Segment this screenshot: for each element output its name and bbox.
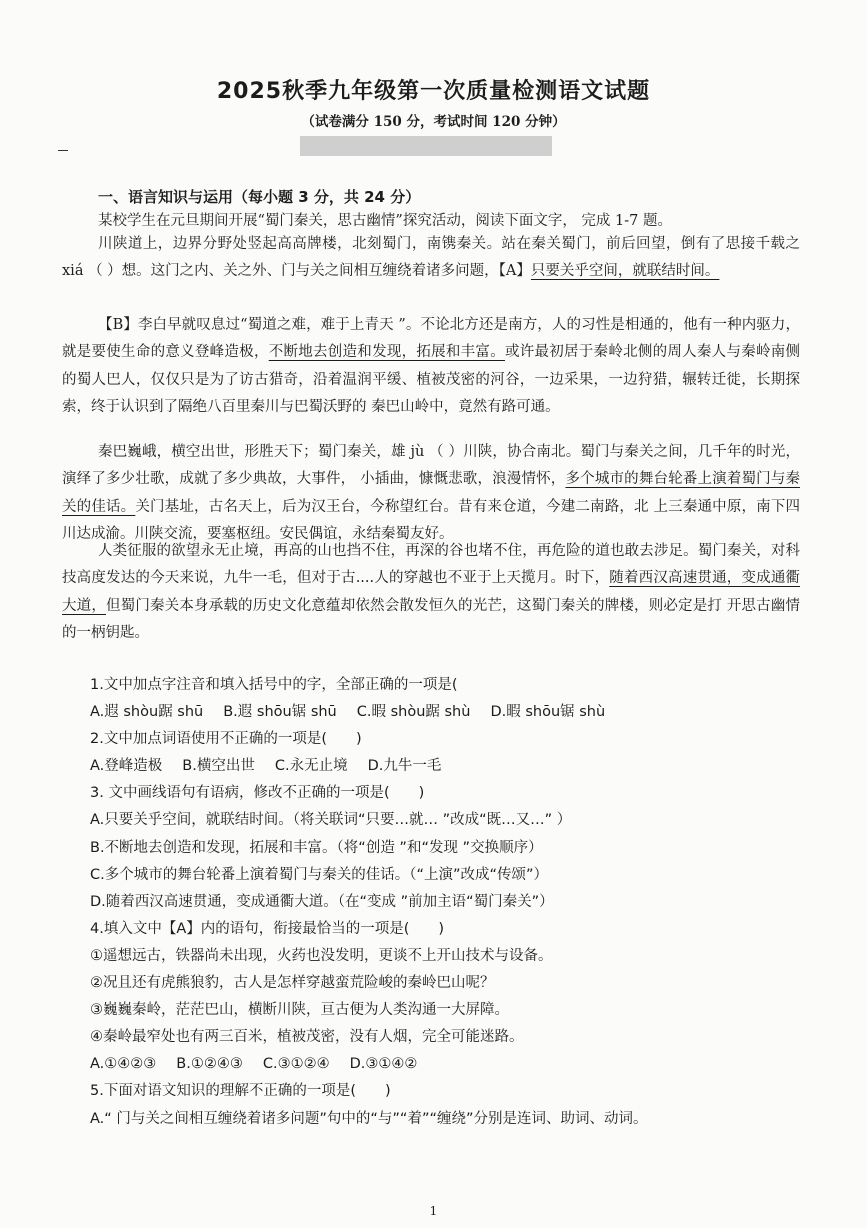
passage-text: 人类征服的欲望永无止境，再高的山也挡不住，再深的谷也堵不住，再危险的道也敢去涉足。蜀门秦关，对科技高度发达的今天来说，九牛一毛，但对于古....人的穿越也不亚于上天揽月。时下， [62, 543, 800, 587]
option: C.暇 shòu踞 shù [356, 704, 471, 721]
option: A.遐 shòu踞 shū [90, 704, 204, 721]
question-4-sentence-2: ②况且还有虎熊狼豹，古人是怎样穿越蛮荒险峻的秦岭巴山呢？ [90, 975, 495, 992]
question-3-option-b: B.不断地去创造和发现，拓展和丰富。（将“创造 ”和“发现 ”交换顺序） [90, 839, 543, 856]
option: C.③①②④ [262, 1056, 330, 1073]
exam-subtitle: （试卷满分 150 分，考试时间 120 分钟） [301, 114, 566, 130]
passage-text: 关门基址，古名天上，后为汉王台，今称望红台。昔有来仓道，今建二南路，北 上三秦通中原，南下四川达成渝。川陕交流，要塞枢纽。安民偶谊，永结秦蜀友好。 [62, 498, 801, 542]
passage-text: 或许最初居于秦岭北侧的周人秦人与秦岭南侧的蜀人巴人，仅仅只是为了访古猎奇，沿着温润平缓、植被茂密的河谷，一边采果，一边狩猎，辗转迁徙，长期探索，终于认识到了隔绝八百里秦川与巴蜀沃野的 秦巴山岭中，竟然有路可通。 [62, 344, 801, 415]
question-2-options [90, 753, 810, 780]
question-3-option-a: A.只要关乎空间，就联结时间。（将关联词“只要…就… ”改成“既…又…” ） [90, 812, 572, 829]
section-heading: 一、语言知识与运用（每小题 3 分，共 24 分） [98, 188, 421, 206]
option: A.登峰造极 [90, 758, 163, 775]
margin-dash [58, 150, 68, 151]
question-4-sentence-1: ①遥想远古，铁器尚未出现，火药也没发明，更谈不上开山技术与设备。 [90, 947, 553, 964]
underlined-sentence-d: 随着西汉高速贯通，变成通衢大道， [62, 570, 800, 614]
option: D.九牛一毛 [367, 758, 442, 775]
exam-title: 2025秋季九年级第一次质量检测语文试题 [216, 79, 651, 104]
question-3: 3. 文中画线语句有语病，修改不正确的一项是( ) [90, 785, 425, 802]
option: B.遐 shōu锯 shū [223, 704, 337, 721]
option: D.暇 shōu锯 shù [490, 704, 606, 721]
question-5: 5.下面对语文知识的理解不正确的一项是( ) [90, 1083, 391, 1100]
question-4-options [90, 1051, 810, 1078]
underlined-sentence-c: 多个城市的舞台轮番上演着蜀门与秦关的佳话。 [62, 471, 801, 515]
question-4-sentence-3: ③巍巍秦岭，茫茫巴山，横断川陕，亘古便为人类沟通一大屏障。 [90, 1002, 509, 1019]
option: A.①④②③ [90, 1056, 157, 1073]
passage-paragraph-3 [62, 439, 800, 548]
question-list [90, 672, 810, 1133]
question-5-option-a: A.“ 门与关之间相互缠绕着诸多问题”句中的“与”“着”“缠绕”分别是连词、助词、动词。 [90, 1110, 648, 1127]
passage-text: 但蜀门秦关本身承载的历史文化意蕴却依然会散发恒久的光芒，这蜀门秦关的牌楼，则必定是打 开思古幽情的一柄钥匙。 [62, 597, 801, 641]
option: C.永无止境 [274, 758, 348, 775]
question-4: 4.填入文中【A】内的语句，衔接最恰当的一项是( ) [90, 920, 445, 937]
question-4-sentence-4: ④秦岭最窄处也有两三百米，植被茂密，没有人烟，完全可能迷路。 [90, 1029, 524, 1046]
redaction-bar [300, 136, 552, 156]
question-3-option-d: D.随着西汉高速贯通，变成通衢大道。（在“变成 ”前加主语“蜀门秦关”） [90, 893, 554, 910]
passage-paragraph-4 [62, 538, 800, 647]
passage-paragraph-1 [62, 231, 800, 286]
underlined-sentence-b: 不断地去创造和发现，拓展和丰富。 [268, 344, 505, 361]
passage-text: 秦巴巍峨，横空出世，形胜天下；蜀门秦关，雄 jù （ ）川陕，协合南北。蜀门与秦关之间，几千年的时光，演绎了多少壮歌，成就了多少典故，大事件， 小插曲，慷慨悲歌，浪漫情怀， [62, 444, 800, 488]
passage-text: 川陕道上，边界分野处竖起高高牌楼，北刻蜀门，南镌秦关。站在秦关蜀门，前后回望，倒有了思接千载之 xiá （ ）想。这门之内、关之外、门与关之间相互缠绕着诸多问题，【A】 [62, 236, 800, 280]
option: D.③①④② [349, 1056, 418, 1073]
page-number: 1 [429, 1204, 438, 1218]
option: B.横空出世 [182, 758, 255, 775]
question-1: 1.文中加点字注音和填入括号中的字，全部正确的一项是( [90, 677, 458, 693]
question-2: 2.文中加点词语使用不正确的一项是( ) [90, 731, 362, 748]
passage-text: 【B】李白早就叹息过“蜀道之难，难于上青天 ”。不论北方还是南方，人的习性是相通的，他有一种内驱力，就是要使生命的意义登峰造极， [62, 317, 800, 361]
question-3-option-c: C.多个城市的舞台轮番上演着蜀门与秦关的佳话。（“上演”改成“传颂”） [90, 866, 549, 883]
underlined-sentence-a: 只要关乎空间，就联结时间。 [530, 263, 720, 280]
option: B.①②④③ [176, 1056, 243, 1073]
question-1-options [90, 699, 810, 726]
section-intro: 某校学生在元旦期间开展“蜀门秦关，思古幽情”探究活动，阅读下面文字， 完成 1-7 题。 [98, 213, 672, 229]
passage-paragraph-2 [62, 312, 800, 421]
